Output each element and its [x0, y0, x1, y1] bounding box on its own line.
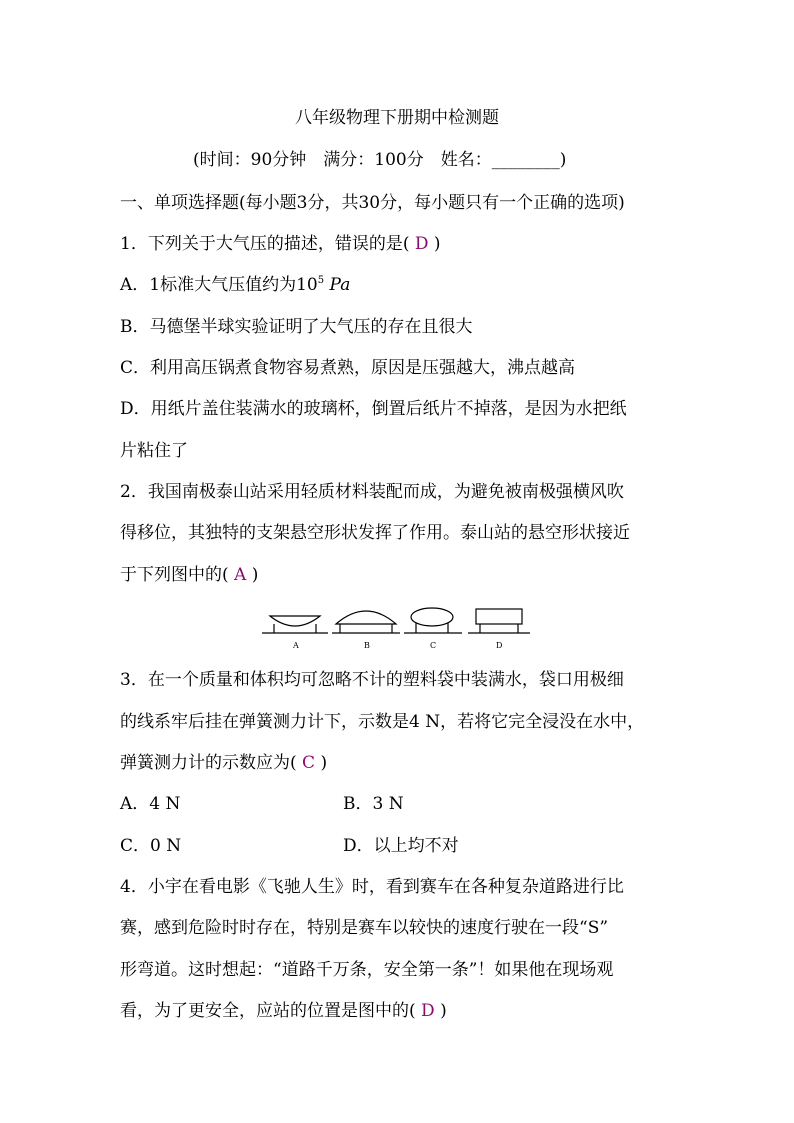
exam-info: (时间：90分钟 满分：100分 姓名：________) — [193, 150, 567, 170]
figure-label-b: B — [364, 641, 370, 650]
figure-label-d: D — [496, 641, 503, 650]
question-1-option-b: B．马德堡半球实验证明了大气压的存在且很大 — [120, 317, 473, 337]
question-3-line2: 的线系牢后挂在弹簧测力计下，示数是4 N，若将它完全浸没在水中， — [120, 712, 645, 732]
question-1-answer: D — [409, 234, 434, 254]
question-4-line4: 看，为了更安全，应站的位置是图中的( D ) — [120, 1001, 447, 1021]
figure-label-c: C — [430, 641, 437, 650]
figure-label-a: A — [293, 641, 299, 650]
question-4-line1: 4．小宇在看电影《飞驰人生》时，看到赛车在各种复杂道路进行比 — [120, 877, 624, 897]
question-2-figure — [258, 602, 538, 654]
figure-shape-b — [332, 611, 400, 633]
figure-shape-a — [262, 616, 328, 633]
question-1-option-a: A．1标准大气压值约为$10^5$ Pa — [120, 275, 351, 295]
question-3-option-b: B．3 N — [343, 794, 404, 814]
section-heading: 一、单项选择题(每小题3分，共30分，每小题只有一个正确的选项) — [120, 193, 625, 213]
figure-shape-c — [404, 608, 462, 633]
question-1-stem: 1．下列关于大气压的描述，错误的是( D ) — [120, 234, 441, 254]
page-title: 八年级物理下册期中检测题 — [295, 108, 499, 128]
question-3-line1: 3．在一个质量和体积均可忽略不计的塑料袋中装满水，袋口用极细 — [120, 670, 624, 690]
question-3-option-c: C．0 N — [120, 836, 182, 856]
question-2-answer: A — [228, 565, 252, 585]
question-1-option-d-line1: D．用纸片盖住装满水的玻璃杯，倒置后纸片不掉落，是因为水把纸 — [120, 399, 627, 419]
question-2-line3: 于下列图中的( A ) — [120, 565, 259, 585]
question-1-option-d-line2: 片粘住了 — [120, 441, 188, 461]
question-2-line1: 2．我国南极泰山站采用轻质材料装配而成，为避免被南极强横风吹 — [120, 482, 624, 502]
question-4-line3: 形弯道。这时想起：“道路千万条，安全第一条”！如果他在现场观 — [120, 960, 614, 980]
question-3-line3: 弹簧测力计的示数应为( C ) — [120, 753, 328, 773]
question-4-line2: 赛，感到危险时时存在，特别是赛车以较快的速度行驶在一段“S” — [120, 918, 609, 938]
question-2-line2: 得移位，其独特的支架悬空形状发挥了作用。泰山站的悬空形状接近 — [120, 523, 630, 543]
question-3-option-a: A．4 N — [120, 794, 181, 814]
question-4-answer: D — [415, 1001, 441, 1021]
figure-shape-d — [468, 609, 530, 633]
question-3-option-d: D．以上均不对 — [343, 836, 459, 856]
question-3-answer: C — [296, 753, 321, 773]
question-1-option-c: C．利用高压锅煮食物容易煮熟，原因是压强越大，沸点越高 — [120, 358, 576, 378]
